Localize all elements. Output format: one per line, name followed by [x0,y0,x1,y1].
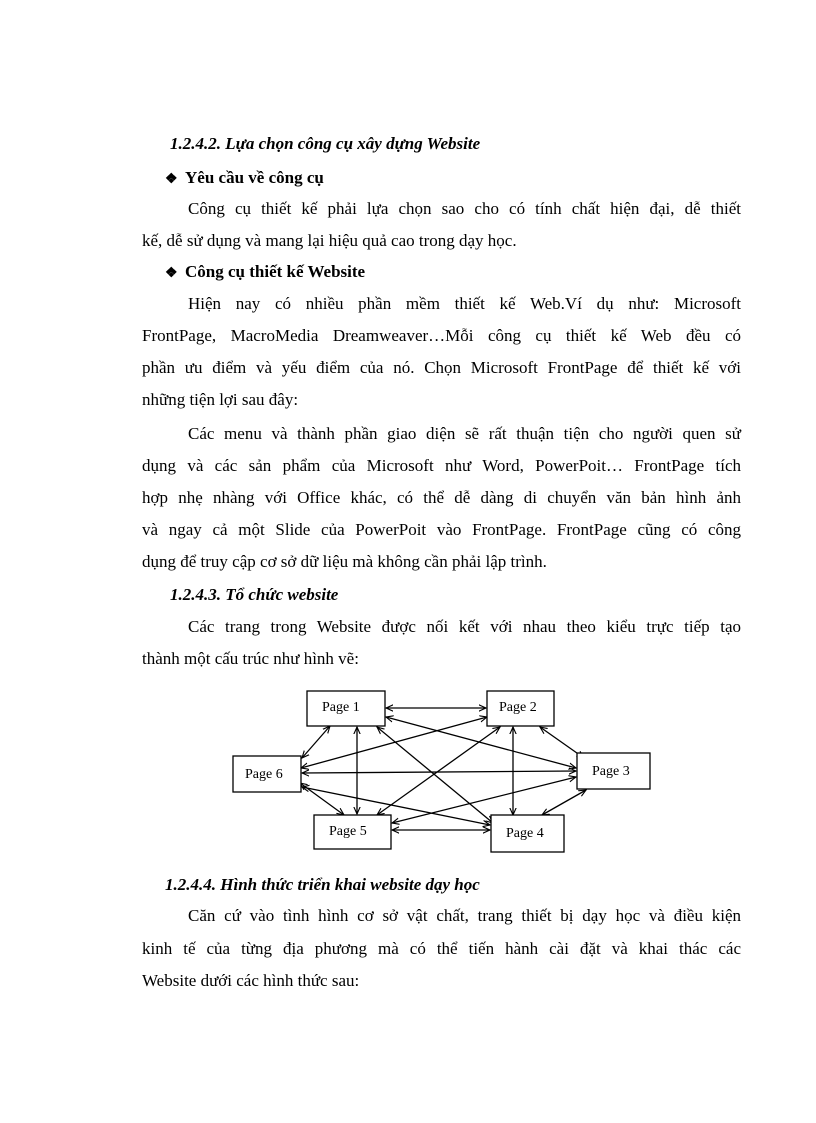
node-page6-label: Page 6 [245,767,283,782]
paragraph-line: và ngay cả một Slide của PowerPoit vào FrontPage. FrontPage cũng có công [142,520,741,539]
paragraph-line: phần ưu điểm và yếu điểm của nó. Chọn Microsoft FrontPage để thiết kế với [142,358,741,377]
paragraph-line: thành một cấu trúc như hình vẽ: [142,649,359,668]
node-page1 [307,691,385,726]
paragraph-line: kinh tế của từng địa phương mà có thể tiến hành cài đặt và khai thác các [142,939,741,958]
node-page4-label: Page 4 [506,826,544,841]
section-heading-1-2-4-4: 1.2.4.4. Hình thức triển khai website dạy học [165,875,480,894]
paragraph-line: dụng để truy cập cơ sở dữ liệu mà không cần phải lập trình. [142,552,547,571]
paragraph-line: Các trang trong Website được nối kết với nhau theo kiểu trực tiếp tạo [188,617,741,636]
node-page5 [314,815,391,849]
paragraph-line: hợp nhẹ nhàng với Office khác, có thể dễ dàng di chuyển văn bản hình ảnh [142,488,741,507]
paragraph-line: Các menu và thành phần giao diện sẽ rất thuận tiện cho người quen sử [188,424,741,443]
node-page2 [487,691,554,726]
diamond-bullet-icon: ❖ [165,266,178,281]
node-page5-label: Page 5 [329,824,367,839]
connector-page2-page5 [377,727,500,815]
paragraph-line: Website dưới các hình thức sau: [142,971,360,990]
bullet-title: Công cụ thiết kế Website [185,262,366,281]
diamond-bullet-icon: ❖ [165,172,178,187]
node-page3 [577,753,650,789]
node-page2-label: Page 2 [499,700,537,715]
connector-page3-page4 [542,790,586,815]
node-page3-label: Page 3 [592,764,630,779]
bullet-title: Yêu cầu về công cụ [185,168,324,187]
node-page4 [491,815,564,852]
node-page6 [233,756,301,792]
connector-page1-page6 [302,726,330,758]
paragraph-line: Hiện nay có nhiều phần mềm thiết kế Web.Ví dụ như: Microsoft [188,294,741,313]
section-heading-1-2-4-2: 1.2.4.2. Lựa chọn công cụ xây dựng Website [170,134,481,153]
paragraph-line: kế, dễ sử dụng và mang lại hiệu quả cao trong dạy học. [142,231,517,250]
node-page1-label: Page 1 [322,700,360,715]
paragraph-line: FrontPage, MacroMedia Dreamweaver…Mỗi công cụ thiết kế Web đều có [142,326,741,345]
paragraph-line: Căn cứ vào tình hình cơ sở vật chất, trang thiết bị dạy học và điều kiện [188,906,741,925]
paragraph-line: những tiện lợi sau đây: [142,390,299,409]
section-heading-1-2-4-3: 1.2.4.3. Tổ chức website [170,585,339,604]
paragraph-line: dụng và các sản phẩm của Microsoft như Word, PowerPoit… FrontPage tích [142,456,741,475]
paragraph-line: Công cụ thiết kế phải lựa chọn sao cho có tính chất hiện đại, dễ thiết [188,199,741,218]
